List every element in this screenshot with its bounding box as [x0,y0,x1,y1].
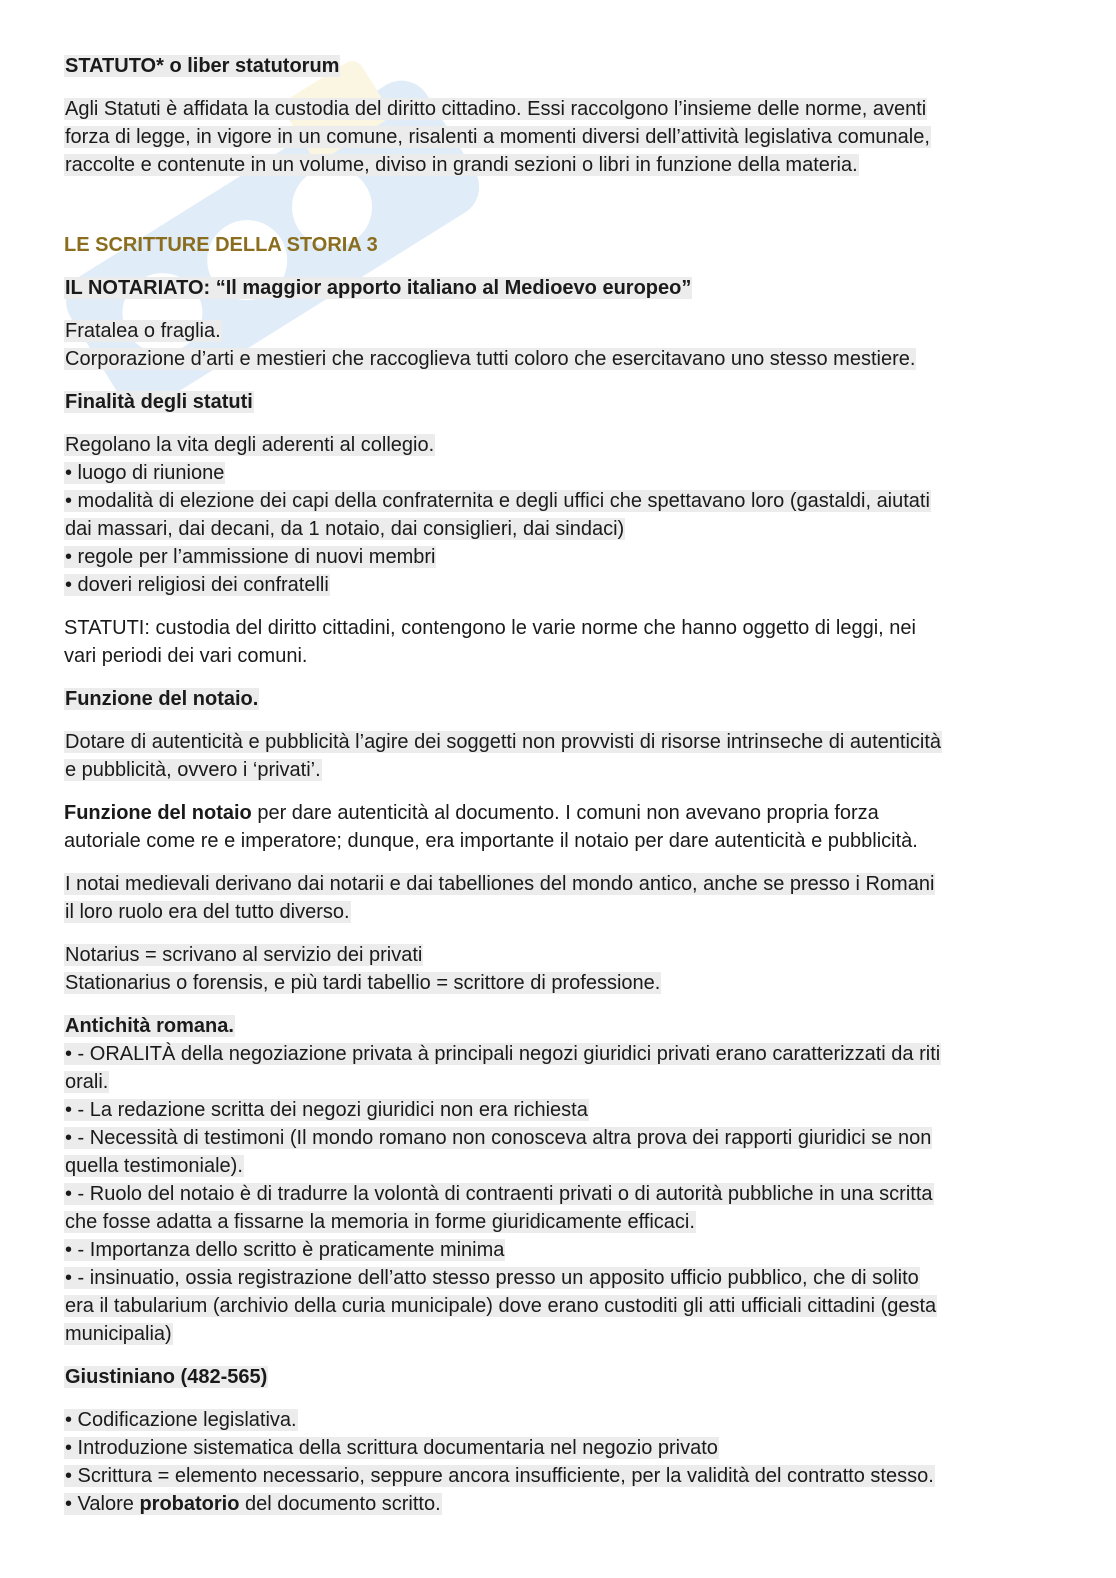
heading-giustiniano: Giustiniano (482-565) [65,1366,268,1388]
list-item: • regole per l’ammissione di nuovi membri [65,546,436,568]
list-item: • Scrittura = elemento necessario, seppure ancora insufficiente, per la validità del contratto stesso. [65,1465,934,1487]
paragraph-line: Agli Statuti è affidata la custodia del diritto cittadino. Essi raccolgono l’insieme delle norme, aventi [65,98,927,120]
document-body [64,52,1054,1518]
list-item: dai massari, dai decani, da 1 notaio, dai consiglieri, dai sindaci) [65,518,625,540]
paragraph-line: Regolano la vita degli aderenti al collegio. [65,434,435,456]
list-item: • Codificazione legislativa. [65,1409,297,1431]
paragraph-line: STATUTI: custodia del diritto cittadini, contengono le varie norme che hanno oggetto di leggi, nei [64,617,916,639]
list-item: • luogo di riunione [65,462,225,484]
list-item: era il tabularium (archivio della curia municipale) dove erano custoditi gli atti ufficiali cittadini (gesta [65,1295,937,1317]
heading-finalita: Finalità degli statuti [65,391,253,413]
heading-notariato: IL NOTARIATO: “Il maggior apporto italiano al Medioevo europeo” [65,277,692,299]
list-item: • - insinuatio, ossia registrazione dell’atto stesso presso un apposito ufficio pubblico, che di solito [65,1267,919,1289]
list-item: • - Necessità di testimoni (Il mondo romano non conosceva altra prova dei rapporti giuridici se non [65,1127,932,1149]
paragraph-line: I notai medievali derivano dai notarii e dai tabelliones del mondo antico, anche se presso i Romani [65,873,935,895]
paragraph-line: forza di legge, in vigore in un comune, risalenti a momenti diversi dell’attività legislativa comunale, [65,126,930,148]
list-item: quella testimoniale). [65,1155,243,1177]
list-item: • - ORALITÀ della negoziazione privata à principali negozi giuridici privati erano caratterizzati da riti [65,1043,941,1065]
list-item: • - Importanza dello scritto è praticamente minima [65,1239,505,1261]
list-item: • - La redazione scritta dei negozi giuridici non era richiesta [65,1099,588,1121]
list-item: • Valore probatorio del documento scritto. [65,1493,441,1515]
list-item: • modalità di elezione dei capi della confraternita e degli uffici che spettavano loro (gastaldi, aiutati [65,490,930,512]
heading-funzione: Funzione del notaio. [65,688,259,710]
list-item: • - Ruolo del notaio è di tradurre la volontà di contraenti privati o di autorità pubbliche in una scritta [65,1183,933,1205]
paragraph-line: Fratalea o fraglia. [65,320,221,342]
paragraph-line: Notarius = scrivano al servizio dei privati [65,944,423,966]
paragraph-line: e pubblicità, ovvero i ‘privati’. [65,759,321,781]
list-item: orali. [65,1071,109,1093]
heading-statuto: STATUTO* o liber statutorum [65,55,340,77]
paragraph-line: vari periodi dei vari comuni. [64,645,308,667]
paragraph-line: Funzione del notaio per dare autenticità al documento. I comuni non avevano propria forza [64,802,879,824]
section-heading: LE SCRITTURE DELLA STORIA 3 [64,234,378,256]
list-item: che fosse adatta a fissarne la memoria in forme giuridicamente efficaci. [65,1211,695,1233]
list-item: municipalia) [65,1323,172,1345]
paragraph-line: autoriale come re e imperatore; dunque, era importante il notaio per dare autenticità e pubblicità. [64,830,918,852]
heading-antichita: Antichità romana. [65,1015,234,1037]
paragraph-line: il loro ruolo era del tutto diverso. [65,901,350,923]
paragraph-line: Dotare di autenticità e pubblicità l’agire dei soggetti non provvisti di risorse intrinseche di autenticità [65,731,942,753]
list-item: • doveri religiosi dei confratelli [65,574,329,596]
list-item: • Introduzione sistematica della scrittura documentaria nel negozio privato [65,1437,718,1459]
paragraph-line: Corporazione d’arti e mestieri che raccoglieva tutti coloro che esercitavano uno stesso mestiere. [65,348,916,370]
paragraph-line: Stationarius o forensis, e più tardi tabellio = scrittore di professione. [65,972,661,994]
paragraph-line: raccolte e contenute in un volume, diviso in grandi sezioni o libri in funzione della materia. [65,154,858,176]
